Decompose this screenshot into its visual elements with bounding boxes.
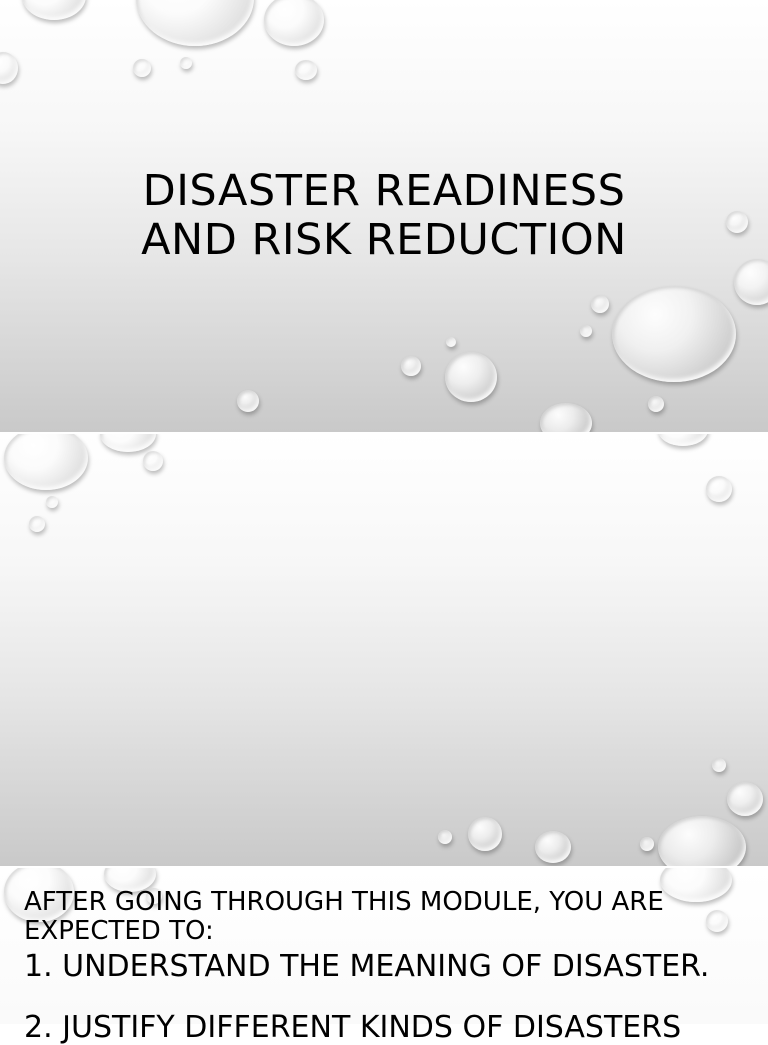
water-droplet-icon (180, 57, 192, 69)
water-droplet-icon (640, 837, 654, 851)
intro-line: AFTER GOING THROUGH THIS MODULE, YOU ARE (24, 887, 664, 917)
water-droplet-icon (446, 337, 456, 347)
water-droplet-icon (264, 0, 324, 46)
water-droplet-icon (648, 396, 664, 412)
water-droplet-icon (734, 259, 768, 305)
water-droplet-icon (401, 356, 421, 376)
water-droplet-icon (540, 403, 592, 432)
water-droplet-icon (143, 451, 163, 471)
objective-item: 1. UNDERSTAND THE MEANING OF DISASTER. (24, 949, 710, 984)
water-droplet-icon (706, 476, 732, 502)
water-droplet-icon (658, 434, 708, 446)
water-droplet-icon (727, 782, 763, 816)
water-droplet-icon (295, 60, 317, 80)
water-droplet-icon (438, 830, 452, 844)
title-line: AND RISK REDUCTION (141, 215, 627, 265)
title-line: DISASTER READINESS (142, 166, 626, 216)
water-droplet-icon (712, 758, 726, 772)
slide-module[interactable] (0, 434, 768, 866)
objectives-intro (24, 888, 744, 946)
water-droplet-icon (591, 295, 609, 313)
intro-line: EXPECTED TO: (24, 916, 214, 946)
water-droplet-icon (136, 0, 254, 46)
water-droplet-icon (658, 816, 746, 866)
water-droplet-icon (100, 434, 156, 452)
objective-item: 2. JUSTIFY DIFFERENT KINDS OF DISASTERS (24, 1010, 682, 1045)
water-droplet-icon (0, 52, 18, 84)
water-droplet-icon (612, 286, 736, 382)
water-droplet-icon (4, 434, 88, 490)
water-droplet-icon (46, 496, 58, 508)
water-droplet-icon (133, 59, 151, 77)
water-droplet-icon (468, 817, 502, 851)
slide-title[interactable] (0, 0, 768, 432)
water-droplet-icon (29, 516, 45, 532)
presentation-title (0, 167, 768, 265)
water-droplet-icon (22, 0, 86, 20)
water-droplet-icon (445, 352, 497, 402)
water-droplet-icon (237, 390, 259, 412)
water-droplet-icon (580, 325, 592, 337)
water-droplet-icon (535, 831, 571, 863)
